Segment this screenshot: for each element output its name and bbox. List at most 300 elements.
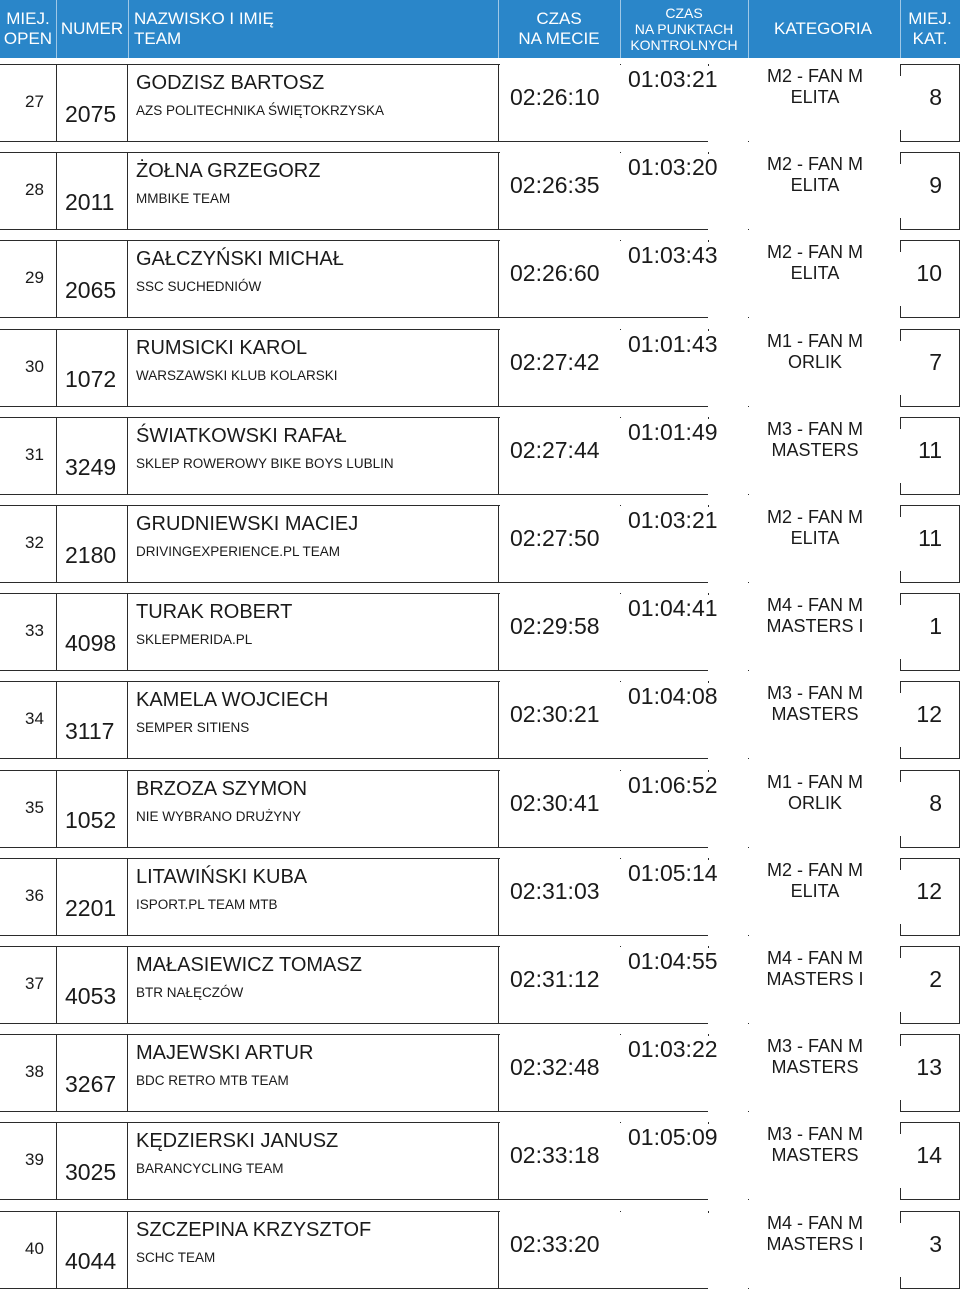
category-class: ELITA: [790, 881, 840, 901]
cell-border: [900, 494, 960, 495]
cell-border: [0, 141, 128, 142]
category-place: 8: [929, 84, 942, 110]
cell-border: [56, 152, 57, 230]
category-code: M4 - FAN M: [766, 948, 863, 968]
finish-time: 02:27:44: [510, 437, 600, 463]
cell-border: [0, 1199, 128, 1200]
cell-border: [498, 417, 499, 495]
cell-border: [900, 582, 960, 583]
cell-border: [128, 1199, 500, 1200]
cell-border: [128, 935, 500, 936]
category-place: 12: [916, 701, 942, 727]
team-name: WARSZAWSKI KLUB KOLARSKI: [136, 368, 338, 383]
cell-border: [498, 935, 708, 936]
category-class: ELITA: [790, 87, 840, 107]
cell-border: [900, 229, 960, 230]
bib-number: 4044: [65, 1248, 117, 1274]
team-name: SKLEPMERIDA.PL: [136, 632, 253, 647]
table-row: [0, 1211, 960, 1289]
category-code: M3 - FAN M: [766, 419, 863, 439]
cell-border: [900, 317, 960, 318]
cell-border: [498, 681, 499, 759]
cell-border: [620, 1122, 621, 1123]
checkpoint-time: 01:03:21: [628, 507, 718, 533]
row-place: 28: [25, 180, 44, 199]
cell-border: [128, 1034, 500, 1035]
team-name: MMBIKE TEAM: [136, 191, 231, 206]
cell-border: [900, 329, 960, 330]
category-code: M1 - FAN M: [766, 331, 863, 351]
rider-name: GODZISZ BARTOSZ: [136, 72, 325, 94]
cell-border: [900, 152, 960, 153]
row-place: 29: [25, 268, 44, 287]
cell-border: [620, 152, 621, 153]
cell-border: [748, 1111, 749, 1112]
rider-name: TURAK ROBERT: [136, 601, 293, 623]
results-table-header: [0, 0, 960, 58]
cell-border: [900, 417, 960, 418]
header-place-open-line1: MIEJ.: [6, 9, 50, 29]
cell-border: [620, 417, 621, 418]
cell-border: [0, 152, 128, 153]
checkpoint-time: 01:01:43: [628, 331, 718, 357]
cell-border: [56, 946, 57, 1024]
rider-name: RUMSICKI KAROL: [136, 337, 308, 359]
category-class: MASTERS: [771, 440, 859, 460]
cell-border: [128, 64, 500, 65]
table-row: [0, 240, 960, 318]
cell-border: [900, 1034, 960, 1035]
cell-border: [127, 1211, 128, 1289]
category-class: MASTERS: [771, 1057, 859, 1077]
cell-border: [0, 1111, 128, 1112]
finish-time: 02:33:20: [510, 1231, 600, 1257]
table-row: [0, 417, 960, 495]
cell-border: [128, 582, 500, 583]
category-code: M3 - FAN M: [766, 1124, 863, 1144]
bib-number: 2201: [65, 895, 117, 921]
category-place: 3: [929, 1231, 942, 1257]
cell-border: [900, 240, 960, 241]
cell-border: [128, 329, 500, 330]
bib-number: 3249: [65, 454, 117, 480]
table-row: [0, 64, 960, 142]
cell-border: [900, 758, 960, 759]
cell-border: [0, 505, 128, 506]
header-name-label: NAZWISKO I IMIĘ: [134, 9, 274, 29]
cell-border: [0, 1023, 128, 1024]
cell-border: [708, 1211, 709, 1213]
cell-border: [900, 64, 960, 65]
header-checkpoint-line3: KONTROLNYCH: [630, 37, 738, 54]
checkpoint-time: 01:01:49: [628, 419, 718, 445]
category-place: 1: [929, 613, 942, 639]
cell-border: [128, 858, 500, 859]
cell-border: [498, 317, 708, 318]
rider-name: MAŁASIEWICZ TOMASZ: [136, 954, 362, 976]
category-place: 2: [929, 966, 942, 992]
checkpoint-time: 01:04:41: [628, 595, 718, 621]
category-class: ELITA: [790, 263, 840, 283]
finish-time: 02:31:03: [510, 878, 600, 904]
category-code: M3 - FAN M: [766, 683, 863, 703]
cell-border: [498, 229, 708, 230]
rider-name: BRZOZA SZYMON: [136, 778, 308, 800]
cell-border: [498, 670, 708, 671]
cell-border: [498, 758, 708, 759]
rider-name: ŚWIATKOWSKI RAFAŁ: [136, 425, 347, 447]
category-code: M2 - FAN M: [766, 507, 863, 527]
finish-time: 02:30:41: [510, 790, 600, 816]
cell-border: [127, 329, 128, 407]
team-name: DRIVINGEXPERIENCE.PL TEAM: [136, 544, 341, 559]
cell-border: [900, 406, 960, 407]
cell-border: [127, 64, 128, 142]
header-team-label: TEAM: [134, 29, 182, 48]
team-name: SEMPER SITIENS: [136, 720, 250, 735]
cell-border: [127, 240, 128, 318]
row-place: 35: [25, 798, 44, 817]
header-checkpoint-time: [620, 0, 748, 58]
cell-border: [128, 1023, 500, 1024]
table-row: [0, 1034, 960, 1112]
row-place: 34: [25, 709, 44, 728]
cell-border: [748, 670, 749, 671]
cell-border: [128, 946, 500, 947]
table-row: [0, 681, 960, 759]
team-name: NIE WYBRANO DRUŻYNY: [136, 809, 302, 824]
cell-border: [498, 593, 499, 671]
table-row: [0, 1122, 960, 1200]
cell-border: [498, 1122, 499, 1200]
category-place: 12: [916, 878, 942, 904]
cell-border: [0, 1122, 128, 1123]
cell-border: [900, 1111, 960, 1112]
table-row: [0, 505, 960, 583]
checkpoint-time: 01:03:21: [628, 66, 718, 92]
finish-time: 02:30:21: [510, 701, 600, 727]
header-name-team: [128, 0, 504, 58]
cell-border: [498, 329, 499, 407]
cell-border: [0, 64, 128, 65]
cell-border: [900, 1211, 960, 1212]
cell-border: [56, 1211, 57, 1289]
category-place: 10: [916, 260, 942, 286]
finish-time: 02:29:58: [510, 613, 600, 639]
cell-border: [128, 1211, 500, 1212]
cell-border: [748, 229, 749, 230]
header-finish-time-line2: NA MECIE: [518, 29, 600, 48]
cell-border: [56, 1034, 57, 1112]
rider-name: KĘDZIERSKI JANUSZ: [136, 1130, 339, 1152]
cell-border: [128, 317, 500, 318]
checkpoint-time: 01:05:14: [628, 860, 718, 886]
cell-border: [128, 770, 500, 771]
cell-border: [128, 1122, 500, 1123]
header-category-label: KATEGORIA: [774, 19, 872, 39]
category-code: M2 - FAN M: [766, 242, 863, 262]
cell-border: [900, 1199, 960, 1200]
cell-border: [498, 240, 499, 318]
table-row: [0, 770, 960, 848]
cell-border: [128, 1111, 500, 1112]
checkpoint-time: 01:04:08: [628, 683, 718, 709]
checkpoint-time: 01:03:20: [628, 154, 718, 180]
cell-border: [748, 317, 749, 318]
cell-border: [900, 935, 960, 936]
cell-border: [620, 329, 621, 330]
bib-number: 1052: [65, 807, 117, 833]
finish-time: 02:27:50: [510, 525, 600, 551]
cell-border: [748, 494, 749, 495]
cell-border: [900, 1122, 960, 1123]
category-code: M2 - FAN M: [766, 66, 863, 86]
row-place: 30: [25, 357, 44, 376]
bib-number: 3025: [65, 1159, 117, 1185]
category-place: 14: [916, 1142, 942, 1168]
rider-name: GRUDNIEWSKI MACIEJ: [136, 513, 359, 535]
cell-border: [900, 858, 960, 859]
rider-name: GAŁCZYŃSKI MICHAŁ: [136, 248, 344, 270]
cell-border: [56, 770, 57, 848]
row-place: 36: [25, 886, 44, 905]
cell-border: [620, 64, 621, 65]
cell-border: [128, 847, 500, 848]
team-name: SKLEP ROWEROWY BIKE BOYS LUBLIN: [136, 456, 394, 471]
cell-border: [748, 1199, 749, 1200]
category-place: 7: [929, 349, 942, 375]
bib-number: 1072: [65, 366, 117, 392]
cell-border: [620, 1211, 621, 1212]
cell-border: [56, 681, 57, 759]
cell-border: [498, 152, 499, 230]
category-class: MASTERS I: [766, 1234, 864, 1254]
cell-border: [498, 406, 708, 407]
cell-border: [498, 1199, 708, 1200]
cell-border: [0, 582, 128, 583]
cell-border: [0, 406, 128, 407]
category-class: MASTERS I: [766, 969, 864, 989]
row-place: 40: [25, 1239, 44, 1258]
finish-time: 02:31:12: [510, 966, 600, 992]
cell-border: [620, 505, 621, 506]
checkpoint-time: 01:04:55: [628, 948, 718, 974]
cell-border: [127, 152, 128, 230]
cell-border: [0, 858, 128, 859]
cell-border: [128, 593, 500, 594]
category-code: M4 - FAN M: [766, 1213, 863, 1233]
header-category-place-line2: KAT.: [912, 29, 948, 48]
bib-number: 4098: [65, 630, 117, 656]
category-class: MASTERS I: [766, 616, 864, 636]
table-row: [0, 593, 960, 671]
finish-time: 02:26:10: [510, 84, 600, 110]
cell-border: [0, 1034, 128, 1035]
team-name: ISPORT.PL TEAM MTB: [136, 897, 278, 912]
cell-border: [748, 141, 749, 142]
cell-border: [900, 670, 960, 671]
cell-border: [0, 329, 128, 330]
cell-border: [900, 505, 960, 506]
cell-border: [498, 141, 708, 142]
cell-border: [128, 406, 500, 407]
cell-border: [0, 229, 128, 230]
cell-border: [56, 240, 57, 318]
bib-number: 2180: [65, 542, 117, 568]
cell-border: [620, 681, 621, 682]
category-code: M2 - FAN M: [766, 154, 863, 174]
cell-border: [127, 1122, 128, 1200]
row-place: 37: [25, 974, 44, 993]
cell-border: [56, 858, 57, 936]
cell-border: [620, 240, 621, 241]
cell-border: [128, 152, 500, 153]
cell-border: [498, 1034, 499, 1112]
cell-border: [748, 406, 749, 407]
cell-border: [128, 240, 500, 241]
cell-border: [127, 1034, 128, 1112]
cell-border: [900, 141, 960, 142]
cell-border: [127, 417, 128, 495]
header-category: [748, 0, 898, 58]
header-checkpoint-line1: CZAS: [665, 4, 703, 21]
finish-time: 02:26:60: [510, 260, 600, 286]
cell-border: [56, 1122, 57, 1200]
cell-border: [128, 681, 500, 682]
cell-border: [620, 1034, 621, 1035]
cell-border: [498, 847, 708, 848]
header-category-place: [900, 0, 960, 58]
rider-name: MAJEWSKI ARTUR: [136, 1042, 314, 1064]
cell-border: [56, 505, 57, 583]
cell-border: [128, 670, 500, 671]
category-class: ORLIK: [787, 352, 843, 372]
header-place-open: [0, 0, 56, 58]
cell-border: [56, 417, 57, 495]
cell-border: [620, 858, 621, 859]
category-place: 13: [916, 1054, 942, 1080]
category-code: M2 - FAN M: [766, 860, 863, 880]
cell-border: [900, 946, 960, 947]
checkpoint-time: 01:05:09: [628, 1124, 718, 1150]
bib-number: 2011: [65, 189, 115, 215]
finish-time: 02:26:35: [510, 172, 600, 198]
cell-border: [498, 1211, 499, 1289]
row-place: 33: [25, 621, 44, 640]
category-class: MASTERS: [771, 704, 859, 724]
team-name: SCHC TEAM: [136, 1250, 216, 1265]
header-place-open-line2: OPEN: [3, 29, 53, 48]
cell-border: [498, 1023, 708, 1024]
cell-border: [0, 670, 128, 671]
cell-border: [620, 946, 621, 947]
cell-border: [0, 847, 128, 848]
checkpoint-time: 01:06:52: [628, 772, 718, 798]
category-place: 8: [929, 790, 942, 816]
category-code: M1 - FAN M: [766, 772, 863, 792]
header-finish-time-line1: CZAS: [536, 9, 582, 29]
bib-number: 4053: [65, 983, 117, 1009]
rider-name: ŻOŁNA GRZEGORZ: [136, 160, 321, 182]
table-row: [0, 946, 960, 1024]
row-place: 31: [25, 445, 44, 464]
cell-border: [127, 505, 128, 583]
cell-border: [900, 847, 960, 848]
cell-border: [0, 946, 128, 947]
cell-border: [620, 770, 621, 771]
cell-border: [498, 1111, 708, 1112]
category-code: M4 - FAN M: [766, 595, 863, 615]
category-code: M3 - FAN M: [766, 1036, 863, 1056]
bib-number: 2075: [65, 101, 117, 127]
row-place: 38: [25, 1062, 44, 1081]
table-row: [0, 329, 960, 407]
team-name: BTR NAŁĘCZÓW: [136, 985, 244, 1000]
rider-name: KAMELA WOJCIECH: [136, 689, 329, 711]
checkpoint-time: 01:03:22: [628, 1036, 718, 1062]
team-name: BDC RETRO MTB TEAM: [136, 1073, 289, 1088]
cell-border: [900, 593, 960, 594]
cell-border: [128, 758, 500, 759]
cell-border: [0, 240, 128, 241]
category-place: 11: [918, 525, 942, 551]
cell-border: [56, 64, 57, 142]
cell-border: [498, 946, 499, 1024]
cell-border: [748, 935, 749, 936]
cell-border: [128, 494, 500, 495]
cell-border: [128, 141, 500, 142]
category-class: MASTERS: [771, 1145, 859, 1165]
cell-border: [0, 1211, 128, 1212]
team-name: SSC SUCHEDNIÓW: [136, 279, 262, 294]
finish-time: 02:27:42: [510, 349, 600, 375]
category-class: ELITA: [790, 175, 840, 195]
header-number: [56, 0, 128, 58]
category-class: ELITA: [790, 528, 840, 548]
team-name: AZS POLITECHNIKA ŚWIĘTOKRZYSKA: [136, 103, 385, 118]
bib-number: 3267: [65, 1071, 117, 1097]
checkpoint-time: 01:03:43: [628, 242, 718, 268]
rider-name: LITAWIŃSKI KUBA: [136, 866, 308, 888]
cell-border: [0, 317, 128, 318]
cell-border: [56, 329, 57, 407]
cell-border: [620, 593, 621, 594]
cell-border: [748, 758, 749, 759]
cell-border: [748, 1023, 749, 1024]
row-place: 32: [25, 533, 44, 552]
cell-border: [748, 847, 749, 848]
table-row: [0, 858, 960, 936]
cell-border: [498, 64, 499, 142]
cell-border: [900, 681, 960, 682]
cell-border: [128, 417, 500, 418]
cell-border: [127, 858, 128, 936]
cell-border: [128, 505, 500, 506]
cell-border: [127, 681, 128, 759]
cell-border: [128, 229, 500, 230]
cell-border: [0, 417, 128, 418]
cell-border: [498, 505, 499, 583]
finish-time: 02:33:18: [510, 1142, 600, 1168]
finish-time: 02:32:48: [510, 1054, 600, 1080]
team-name: BARANCYCLING TEAM: [136, 1161, 284, 1176]
cell-border: [900, 770, 960, 771]
cell-border: [498, 858, 499, 936]
table-row: [0, 152, 960, 230]
category-place: 9: [929, 172, 942, 198]
cell-border: [498, 770, 499, 848]
cell-border: [498, 494, 708, 495]
